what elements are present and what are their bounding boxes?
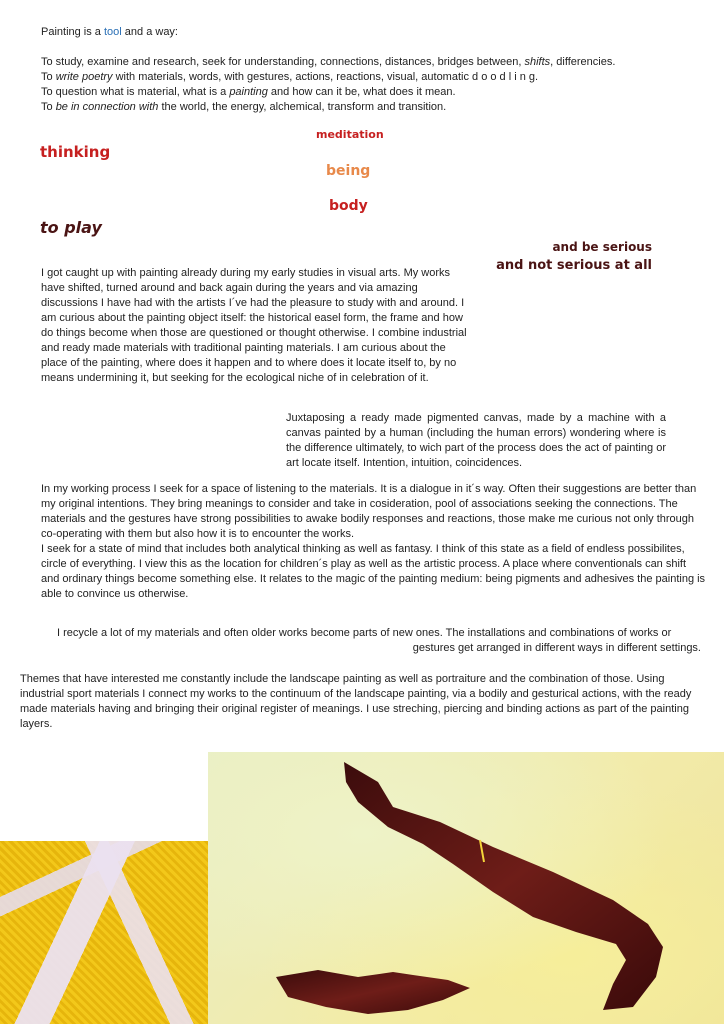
tool-word: tool [103, 26, 122, 38]
word-and-be-serious: and be serious [552, 240, 652, 254]
word-and-not-serious: and not serious at all [496, 258, 652, 273]
dark-shape-small [276, 970, 470, 1014]
intro-line-5: To be in connection with the world, the energy, alchemical, transform and transition. [41, 101, 447, 113]
yellow-texture-image [0, 841, 208, 1024]
recycle-line-2: gestures get arranged in different ways in different settings. [412, 642, 701, 654]
intro-block [41, 25, 681, 115]
paragraph-recycle [57, 626, 707, 656]
word-to-play: to play [40, 218, 102, 237]
intro-line-3: To write poetry with materials, words, with gestures, actions, reactions, visual, automatic d o o d l i n g. [41, 71, 539, 83]
word-body: body [329, 198, 368, 214]
intro-line-2: To study, examine and research, seek for understanding, connections, distances, bridges between, shifts, differencies. [41, 56, 616, 68]
painting-shapes [208, 752, 724, 1024]
paragraph-process: In my working process I seek for a space of listening to the materials. It is a dialogue in it´s way. Often their suggestions are better than my original intentions. They bring meanings to consider and take in cosideration, pool of associations seeking the connections. The materials and the gestures have strong possibilities to awake bodily responses and reactions, those make me curious not only through co-operating with them but also how it is to encounter the works. [41, 483, 697, 540]
paragraph-state: I seek for a state of mind that includes both analytical thinking as well as fantasy. I think of this state as a field of endless possibilites, circle of everything. I view this as the location for children´s play as well as the artistic process. A place where conventionals can shift and ordinary things become something else. It relates to the magic of the painting medium: being pigments and adhesives the painting is able to convince us otherwise. [41, 543, 706, 600]
word-being: being [326, 163, 371, 179]
word-meditation: meditation [316, 128, 384, 141]
painting-image [208, 752, 724, 1024]
word-thinking: thinking [40, 143, 111, 161]
intro-line-1: Painting is a tool and a way: [41, 26, 178, 38]
intro-line-4: To question what is material, what is a painting and how can it be, what does it mean. [41, 86, 456, 98]
process-block [41, 482, 706, 602]
paragraph-themes: Themes that have interested me constantly include the landscape painting as well as portraiture and the combination of those. Using industrial sport materials I connect my works to the continuum of the landscape painting, via a bodily and gesturical actions, with the ready made materials having and bringing their original register of meanings. I use streching, piercing and binding actions as part of the painting layers. [20, 673, 692, 730]
recycle-line-1: I recycle a lot of my materials and often older works become parts of new ones. The installations and combinations of works or [57, 627, 672, 639]
paragraph-studies: I got caught up with painting already during my early studies in visual arts. My works have shifted, turned around and back again during the years and via amazing discussions I have had with the artists I´ve had the pleasure to study with and around. I am curious about the painting object itself: the historical easel form, the frame and how do things become when those are questioned or thought otherwise. I combine industrial and ready made materials with traditional painting materials. I am curious about the place of the painting, where does it happen and to where does it locate itself to, by no means undermining it, but seeking for the ecological niche of in celebration of it. [41, 267, 467, 384]
paragraph-juxtaposing: Juxtaposing a ready made pigmented canvas, made by a machine with a canvas painted by a human (including the human errors) wondering where is the difference ultimately, to wich part of the process does the act of painting or art locate itself. Intention, intuition, coincidences. [286, 412, 666, 469]
